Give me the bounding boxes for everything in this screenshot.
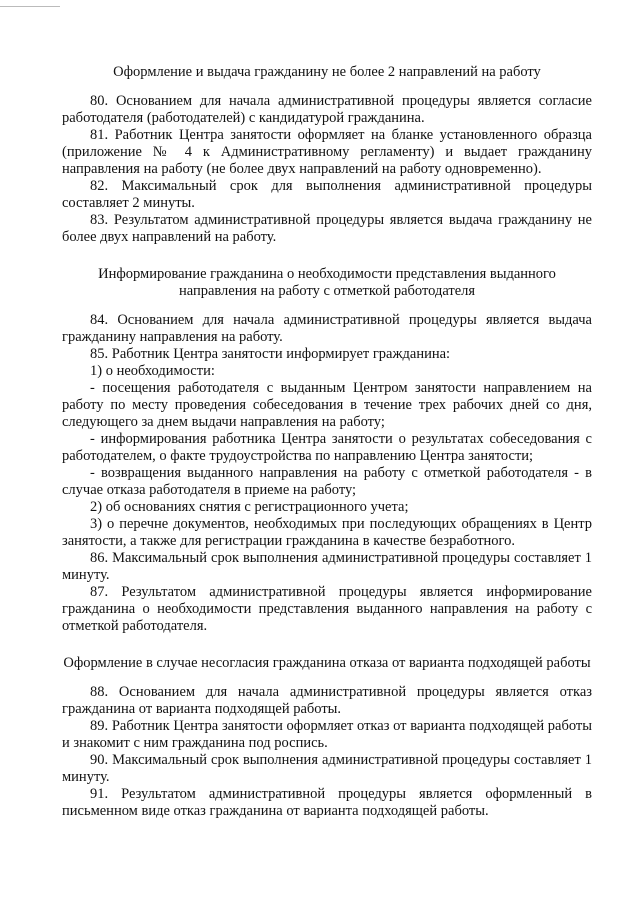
paragraph: 91. Результатом административной процедуры является оформленный в письменном виде отказ гражданина от варианта подходящей работы. [62,786,592,819]
document-body [62,64,592,820]
paragraph: - посещения работодателя с выданным Центром занятости направлением на работу по месту проведения собеседования в течение трех рабочих дней со дня, следующего за днем выдачи направления на работу; [62,380,592,430]
section-heading: Оформление в случае несогласия гражданина отказа от варианта подходящей работы [63,655,591,671]
paragraph: 90. Максимальный срок выполнения административной процедуры составляет 1 минуту. [62,752,592,785]
paragraph: 3) о перечне документов, необходимых при последующих обращениях в Центр занятости, а также для регистрации гражданина в качестве безработного. [62,516,592,549]
paragraph: 83. Результатом административной процедуры является выдача гражданину не более двух направлений на работу. [62,212,592,245]
paragraph: 1) о необходимости: [90,363,215,379]
scan-corner-mark [0,0,60,7]
paragraph: 84. Основанием для начала административной процедуры является выдача гражданину направления на работу. [62,312,592,345]
paragraph: 86. Максимальный срок выполнения административной процедуры составляет 1 минуту. [62,550,592,583]
paragraph: 89. Работник Центра занятости оформляет отказ от варианта подходящей работы и знакомит с ним гражданина под роспись. [62,718,592,751]
section-heading: Оформление и выдача гражданину не более 2 направлений на работу [113,64,541,80]
paragraph: 85. Работник Центра занятости информирует гражданина: [90,346,451,362]
section-heading: Информирование гражданина о необходимости представления выданного направления на работу с отметкой работодателя [98,266,556,299]
paragraph: 87. Результатом административной процедуры является информирование гражданина о необходимости представления выданного направления на работу с отметкой работодателя. [62,584,592,634]
paragraph: 88. Основанием для начала административной процедуры является отказ гражданина от варианта подходящей работы. [62,684,592,717]
paragraph: - информирования работника Центра занятости о результатах собеседования с работодателем, о факте трудоустройства по направлению Центра занятости; [62,431,592,464]
paragraph: 81. Работник Центра занятости оформляет на бланке установленного образца (приложение № 4 к Административному регламенту) и выдает гражданину направления на работу (не более двух направлений на работу одновременно). [62,127,592,177]
paragraph: 80. Основанием для начала административной процедуры является согласие работодателя (работодателей) с кандидатурой гражданина. [62,93,592,126]
paragraph: 82. Максимальный срок для выполнения административной процедуры составляет 2 минуты. [62,178,592,211]
paragraph: - возвращения выданного направления на работу с отметкой работодателя - в случае отказа работодателя в приеме на работу; [62,465,592,498]
paragraph: 2) об основаниях снятия с регистрационного учета; [90,499,409,515]
